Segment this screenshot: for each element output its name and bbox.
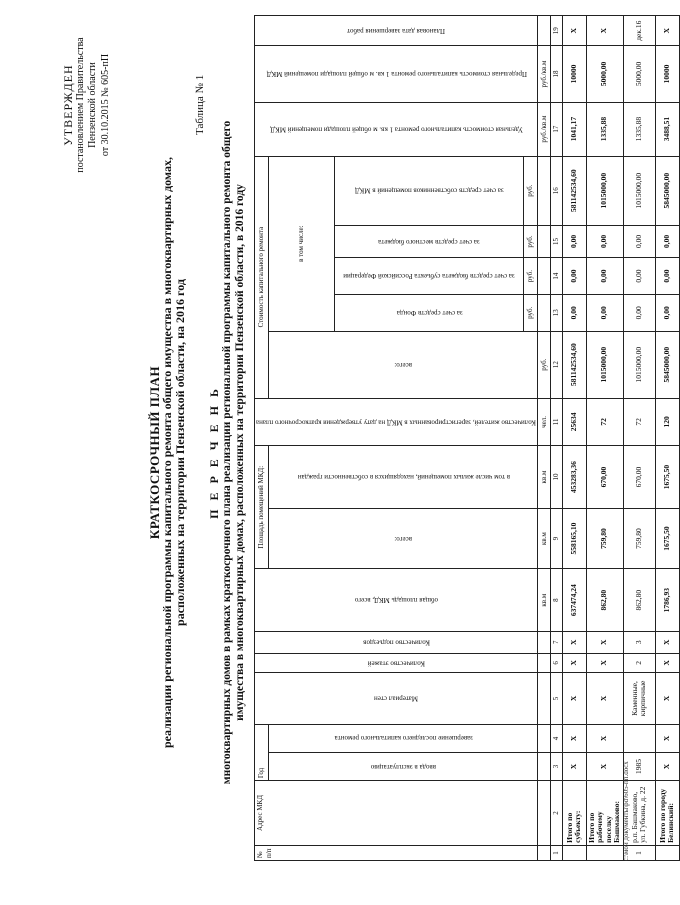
cell-c8: 637474,24 bbox=[562, 569, 586, 632]
cell-c10: 1675,50 bbox=[655, 446, 679, 509]
cell-c4 bbox=[623, 724, 655, 752]
cell-c16: 5845000,00 bbox=[655, 156, 679, 225]
cell-c12: 5845000,00 bbox=[655, 331, 679, 398]
header-num: № п/п bbox=[255, 845, 538, 860]
cell-c17: 1041,17 bbox=[562, 102, 586, 156]
column-number: 6 bbox=[551, 653, 563, 672]
column-number: 16 bbox=[551, 156, 563, 225]
cell-c13: 0,00 bbox=[655, 294, 679, 331]
units-row-2 bbox=[538, 16, 551, 861]
header-row-1 bbox=[255, 16, 269, 861]
list-title-line-1: П Е Р Е Ч Е Н Ь bbox=[207, 386, 221, 519]
approval-stamp bbox=[62, 15, 112, 195]
cell-c4: Х bbox=[562, 724, 586, 752]
cell-c13: 0,00 bbox=[623, 294, 655, 331]
column-number: 17 bbox=[551, 102, 563, 156]
cell-c3: Х bbox=[586, 752, 623, 780]
cell-c7: 3 bbox=[623, 632, 655, 654]
cell-c4: Х bbox=[655, 724, 679, 752]
plan-title-line-1: КРАТКОСРОЧНЫЙ ПЛАН bbox=[147, 365, 162, 540]
cell-c9: 1675,50 bbox=[655, 508, 679, 569]
column-number: 13 bbox=[551, 294, 563, 331]
cell-c18: 5000,00 bbox=[586, 46, 623, 102]
approval-word: УТВЕРЖДЕН bbox=[61, 64, 75, 146]
cell-c15: 0,00 bbox=[562, 225, 586, 257]
plan-title-line-3: расположенных на территории Пензенской области, на 2016 год bbox=[173, 279, 187, 626]
cell-c18: 5000,00 bbox=[623, 46, 655, 102]
cell-c19: Х bbox=[562, 16, 586, 46]
column-number: 14 bbox=[551, 258, 563, 295]
cell-c11: 120 bbox=[655, 398, 679, 446]
cell-c19: дек.16 bbox=[623, 16, 655, 46]
column-number: 1 bbox=[551, 845, 563, 860]
cell-c5: Х bbox=[562, 673, 586, 725]
cell-c8: 1786,93 bbox=[655, 569, 679, 632]
cell-c7: Х bbox=[562, 632, 586, 654]
header-total-area: общая площадь МКД, всего bbox=[255, 569, 538, 632]
cell-c9: 759,80 bbox=[623, 508, 655, 569]
cell-c16: 1015000,00 bbox=[623, 156, 655, 225]
table-label: Таблица № 1 bbox=[194, 74, 206, 135]
table-row bbox=[623, 16, 655, 861]
houses-table bbox=[254, 15, 680, 861]
cell-c17: 1335,88 bbox=[623, 102, 655, 156]
cell-c6: Х bbox=[655, 653, 679, 672]
cell-c6: Х bbox=[562, 653, 586, 672]
unit-cost-total: руб. bbox=[538, 331, 551, 398]
cell-c9: 558165,10 bbox=[562, 508, 586, 569]
cell-c10: 453283,36 bbox=[562, 446, 586, 509]
approval-line-2: Пензенской области bbox=[87, 62, 98, 148]
cell-c8: 862,80 bbox=[623, 569, 655, 632]
table-row bbox=[655, 16, 679, 861]
list-title-line-2: многоквартирных домов в рамках краткосрочного плана реализации региональной программы капитального ремонта общего bbox=[221, 120, 233, 785]
cell-c3: Х bbox=[562, 752, 586, 780]
cell-c14: 0,00 bbox=[655, 258, 679, 295]
cell-c13: 0,00 bbox=[586, 294, 623, 331]
cell-c7: Х bbox=[586, 632, 623, 654]
cell-c16: 1015000,00 bbox=[586, 156, 623, 225]
cell-c14: 0,00 bbox=[586, 258, 623, 295]
cell-c11: 72 bbox=[623, 398, 655, 446]
header-premises-residential: в том числе жилых помещений, находящихся в собственности граждан bbox=[269, 446, 538, 509]
cell-c5: Х bbox=[655, 673, 679, 725]
cell-c17: 3488,51 bbox=[655, 102, 679, 156]
unit-premises-residential: кв.м bbox=[538, 446, 551, 509]
cell-address: Итого по городу Белинский: bbox=[655, 781, 679, 846]
header-cost-total: всего: bbox=[269, 331, 538, 398]
header-cost-owners: за счет средств собственников помещений в МКД bbox=[335, 156, 524, 225]
column-number: 18 bbox=[551, 46, 563, 102]
cell-c5: Х bbox=[586, 673, 623, 725]
header-year: Год bbox=[255, 724, 269, 780]
cell-c3: Х bbox=[655, 752, 679, 780]
header-unit-cost: Удельная стоимость капитального ремонта 1 кв. м общей площади помещений МКД bbox=[255, 102, 538, 156]
cell-c17: 1335,88 bbox=[586, 102, 623, 156]
cell-address: р.п. Башмаково, ул. Губкина, д. 22 bbox=[623, 781, 655, 846]
cell-c6: 2 bbox=[623, 653, 655, 672]
cell-c4: Х bbox=[586, 724, 623, 752]
cell-c19: Х bbox=[655, 16, 679, 46]
cell-c14: 0,00 bbox=[623, 258, 655, 295]
header-cost-region: за счет средств бюджета субъекта Российской Федерации bbox=[335, 258, 524, 295]
header-floors: Количество этажей bbox=[255, 653, 538, 672]
header-wall-material: Материал стен bbox=[255, 673, 538, 725]
unit-cost-fund: руб. bbox=[523, 294, 537, 331]
header-year-last-repair: завершение последнего капитального ремонта bbox=[269, 724, 538, 752]
list-title bbox=[208, 0, 247, 905]
cell-c15: 0,00 bbox=[586, 225, 623, 257]
column-number: 15 bbox=[551, 225, 563, 257]
plan-title bbox=[148, 0, 187, 905]
column-numbers-row bbox=[551, 16, 563, 861]
approval-line-1: постановлением Правительства bbox=[74, 37, 86, 173]
column-number: 19 bbox=[551, 16, 563, 46]
cell-c11: 72 bbox=[586, 398, 623, 446]
unit-unit-cost: руб./кв.м bbox=[538, 102, 551, 156]
column-number: 2 bbox=[551, 781, 563, 846]
cell-c3: 1985 bbox=[623, 752, 655, 780]
column-number: 5 bbox=[551, 673, 563, 725]
plan-title-line-2: реализации региональной программы капитального ремонта общего имущества в многоквартирных домах, bbox=[160, 156, 174, 749]
column-number: 8 bbox=[551, 569, 563, 632]
header-cost-local: за счет средств местного бюджета bbox=[335, 225, 524, 257]
table-row bbox=[586, 16, 623, 861]
cell-num: 1 bbox=[623, 845, 655, 860]
header-entrances: Количество подъездов bbox=[255, 632, 538, 654]
column-number: 9 bbox=[551, 508, 563, 569]
cell-c14: 0,00 bbox=[562, 258, 586, 295]
column-number: 3 bbox=[551, 752, 563, 780]
cell-num bbox=[562, 845, 586, 860]
cell-c9: 759,80 bbox=[586, 508, 623, 569]
unit-cost-region: руб. bbox=[523, 258, 537, 295]
unit-cost-owners: руб. bbox=[523, 156, 537, 225]
header-max-cost: Предельная стоимость капитального ремонта 1 кв. м общей площади помещений МКД bbox=[255, 46, 538, 102]
cell-c12: 1015000,00 bbox=[623, 331, 655, 398]
cell-c5: Каменные, кирпичные bbox=[623, 673, 655, 725]
header-premises-total: всего: bbox=[269, 508, 538, 569]
column-number: 12 bbox=[551, 331, 563, 398]
header-address: Адрес МКД bbox=[255, 781, 538, 846]
header-planned-date: Плановая дата завершения работ bbox=[255, 16, 538, 46]
cell-c6: Х bbox=[586, 653, 623, 672]
header-residents: Количество жителей, зарегистрированных в МКД на дату утверждения краткосрочного плана bbox=[255, 398, 538, 446]
header-premises-area: Площадь помещений МКД: bbox=[255, 446, 269, 569]
cell-c8: 862,80 bbox=[586, 569, 623, 632]
cell-c12: 1015000,00 bbox=[586, 331, 623, 398]
unit-total-area: кв.м bbox=[538, 569, 551, 632]
unit-residents: чел. bbox=[538, 398, 551, 446]
footer-path: c:\мои документы\pd\605-пп.docx bbox=[622, 761, 630, 861]
cell-c18: 10000 bbox=[562, 46, 586, 102]
cell-c15: 0,00 bbox=[655, 225, 679, 257]
cell-num bbox=[655, 845, 679, 860]
cell-c11: 25634 bbox=[562, 398, 586, 446]
cell-c18: 10000 bbox=[655, 46, 679, 102]
column-number: 7 bbox=[551, 632, 563, 654]
header-including: в том числе: bbox=[269, 156, 335, 331]
cell-c10: 670,00 bbox=[586, 446, 623, 509]
header-year-commission: ввода в эксплуатацию bbox=[269, 752, 538, 780]
header-cost: Стоимость капитального ремонта bbox=[255, 156, 269, 398]
cell-c7: Х bbox=[655, 632, 679, 654]
column-number: 10 bbox=[551, 446, 563, 509]
cell-c19: Х bbox=[586, 16, 623, 46]
cell-c16: 581142534,60 bbox=[562, 156, 586, 225]
unit-premises-total: кв.м bbox=[538, 508, 551, 569]
cell-address: Итого по субъекту: bbox=[562, 781, 586, 846]
unit-max-cost: руб./кв.м bbox=[538, 46, 551, 102]
table-row bbox=[562, 16, 586, 861]
column-number: 11 bbox=[551, 398, 563, 446]
column-number: 4 bbox=[551, 724, 563, 752]
cell-c13: 0,00 bbox=[562, 294, 586, 331]
unit-cost-local: руб. bbox=[523, 225, 537, 257]
header-cost-fund: за счет средств Фонда bbox=[335, 294, 524, 331]
approval-line-3: от 30.10.2015 № 605-пП bbox=[99, 53, 111, 157]
cell-c12: 581142534,60 bbox=[562, 331, 586, 398]
cell-c15: 0,00 bbox=[623, 225, 655, 257]
cell-address: Итого по рабочему поселку Башмаково: bbox=[586, 781, 623, 846]
cell-c10: 670,00 bbox=[623, 446, 655, 509]
cell-num bbox=[586, 845, 623, 860]
list-title-line-3: имущества в многоквартирных домах, расположенных на территории Пензенской области, в 2016 году bbox=[234, 184, 246, 721]
